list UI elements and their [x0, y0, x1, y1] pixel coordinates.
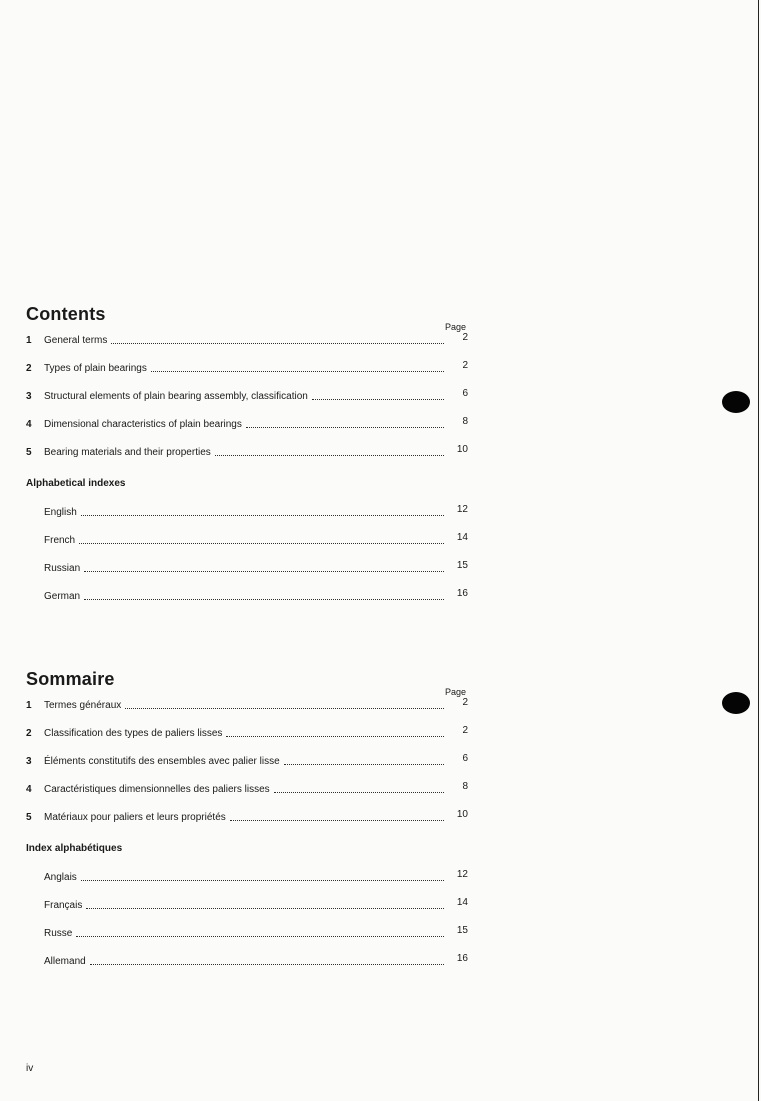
index-entry-title: French: [44, 535, 76, 546]
toc-entry-number: 1: [26, 335, 32, 346]
index-entry-page: 14: [456, 532, 468, 543]
toc-entry-number: 1: [26, 700, 32, 711]
contents-title: Contents: [26, 304, 106, 324]
dot-leader: [84, 599, 444, 600]
index-entry-title: Russe: [44, 928, 73, 939]
index-entry[interactable]: [44, 534, 468, 547]
toc-entry[interactable]: [26, 390, 468, 403]
toc-entry-page: 2: [462, 725, 468, 736]
toc-entry-page: 6: [462, 388, 468, 399]
index-entry-page: 15: [456, 925, 468, 936]
dot-leader: [215, 455, 444, 456]
index-entry[interactable]: [44, 899, 468, 912]
dot-leader: [151, 371, 444, 372]
index-entry-title: Français: [44, 900, 83, 911]
punch-hole: [722, 391, 750, 413]
toc-entry-number: 3: [26, 391, 32, 402]
toc-entry[interactable]: [26, 811, 468, 824]
toc-entry[interactable]: [26, 334, 468, 347]
dot-leader: [312, 399, 444, 400]
toc-entry-title: Bearing materials and their properties: [44, 447, 211, 458]
dot-leader: [230, 820, 444, 821]
dot-leader: [246, 427, 444, 428]
index-entry-page: 12: [456, 504, 468, 515]
index-entry-title: Russian: [44, 563, 81, 574]
sommaire-section: [26, 669, 468, 969]
toc-entry-title: Dimensional characteristics of plain bearings: [44, 419, 242, 430]
toc-entry-number: 4: [26, 784, 32, 795]
toc-entry[interactable]: [26, 727, 468, 740]
toc-entry-title: Matériaux pour paliers et leurs propriétés: [44, 812, 226, 823]
toc-entry-title: General terms: [44, 335, 108, 346]
toc-entry-page: 8: [462, 781, 468, 792]
index-entry-page: 16: [456, 588, 468, 599]
toc-entry-number: 2: [26, 363, 32, 374]
dot-leader: [81, 515, 444, 516]
toc-entry-title: Classification des types de paliers lisses: [44, 728, 223, 739]
dot-leader: [284, 764, 444, 765]
dot-leader: [125, 708, 444, 709]
index-entry[interactable]: [44, 562, 468, 575]
toc-entry-page: 2: [462, 697, 468, 708]
toc-entry[interactable]: [26, 783, 468, 796]
toc-entry-number: 3: [26, 756, 32, 767]
dot-leader: [86, 908, 444, 909]
dot-leader: [84, 571, 444, 572]
index-entry[interactable]: [44, 590, 468, 603]
toc-entry-page: 2: [462, 360, 468, 371]
index-entry[interactable]: [44, 506, 468, 519]
toc-entry-page: 8: [462, 416, 468, 427]
dot-leader: [76, 936, 444, 937]
punch-hole: [722, 692, 750, 714]
index-entry-title: Allemand: [44, 956, 86, 967]
toc-entry-number: 4: [26, 419, 32, 430]
toc-entry-page: 2: [462, 332, 468, 343]
toc-entry-title: Types of plain bearings: [44, 363, 147, 374]
page-folio: iv: [26, 1063, 34, 1074]
index-entry-page: 12: [456, 869, 468, 880]
index-entry-title: English: [44, 507, 77, 518]
index-heading: Alphabetical indexes: [26, 478, 126, 489]
page-column-label: Page: [444, 687, 466, 697]
contents-section: [26, 304, 468, 604]
toc-entry-page: 10: [456, 809, 468, 820]
toc-entry-page: 6: [462, 753, 468, 764]
page-edge: [758, 0, 759, 1101]
toc-entry[interactable]: [26, 418, 468, 431]
index-heading: Index alphabétiques: [26, 843, 123, 854]
dot-leader: [79, 543, 444, 544]
toc-entry[interactable]: [26, 755, 468, 768]
toc-entry-page: 10: [456, 444, 468, 455]
toc-entry[interactable]: [26, 446, 468, 459]
dot-leader: [81, 880, 444, 881]
index-entry-page: 14: [456, 897, 468, 908]
index-entry-page: 15: [456, 560, 468, 571]
dot-leader: [111, 343, 444, 344]
index-entry-title: German: [44, 591, 81, 602]
toc-entry[interactable]: [26, 362, 468, 375]
dot-leader: [274, 792, 444, 793]
sommaire-title: Sommaire: [26, 669, 115, 689]
toc-entry-title: Structural elements of plain bearing assembly, classification: [44, 391, 308, 402]
dot-leader: [226, 736, 444, 737]
dot-leader: [90, 964, 444, 965]
toc-entry-number: 5: [26, 447, 32, 458]
page-column-label: Page: [444, 322, 466, 332]
index-entry-page: 16: [456, 953, 468, 964]
index-entry[interactable]: [44, 871, 468, 884]
toc-entry-number: 2: [26, 728, 32, 739]
toc-entry-title: Termes généraux: [44, 700, 122, 711]
index-entry[interactable]: [44, 955, 468, 968]
index-entry[interactable]: [44, 927, 468, 940]
toc-entry-number: 5: [26, 812, 32, 823]
toc-entry-title: Éléments constitutifs des ensembles avec palier lisse: [44, 756, 280, 767]
index-entry-title: Anglais: [44, 872, 77, 883]
toc-entry[interactable]: [26, 699, 468, 712]
toc-entry-title: Caractéristiques dimensionnelles des paliers lisses: [44, 784, 270, 795]
